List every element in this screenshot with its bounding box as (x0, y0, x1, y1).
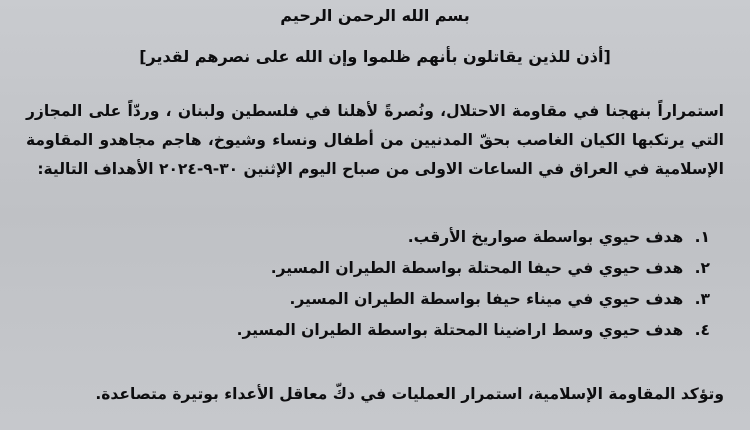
list-item (30, 253, 710, 284)
list-item (30, 284, 710, 315)
list-item (30, 315, 710, 346)
intro-paragraph (26, 97, 724, 184)
list-item-number: ٣. (694, 290, 710, 308)
list-item-text: هدف حيوي في حيفا المحتلة بواسطة الطيران المسير. (270, 259, 684, 277)
list-item-number: ٤. (694, 321, 710, 339)
closing-paragraph: وتؤكد المقاومة الإسلامية، استمرار العمليات في دكّ معاقل الأعداء بوتيرة متصاعدة. (95, 385, 724, 403)
intro-text: استمراراً بنهجنا في مقاومة الاحتلال، ونُصرةً لأهلنا في فلسطين ولبنان ، وردّاً على المجازر التي يرتكبها الكيان الغاصب بحقّ المدنيين من أطفال ونساء وشيوخ، هاجم مجاهدو المقاومة الإسلامية في العراق في الساعات الاولى من صباح اليوم الإثنين ٣٠-٩-٢٠٢٤ الأهداف التالية: (26, 102, 724, 178)
list-item (30, 222, 710, 253)
list-item-text: هدف حيوي بواسطة صواريخ الأرقب. (407, 228, 684, 246)
targets-list (30, 222, 710, 346)
basmala-heading: بسم الله الرحمن الرحيم (280, 6, 470, 25)
list-item-text: هدف حيوي في ميناء حيفا بواسطة الطيران المسير. (289, 290, 684, 308)
list-item-number: ٢. (694, 259, 710, 277)
list-item-text: هدف حيوي وسط اراضينا المحتلة بواسطة الطيران المسير. (236, 321, 684, 339)
quran-verse: [أذن للذين يقاتلون بأنهم ظلموا وإن الله على نصرهم لقدير] (139, 47, 611, 66)
list-item-number: ١. (694, 228, 710, 246)
